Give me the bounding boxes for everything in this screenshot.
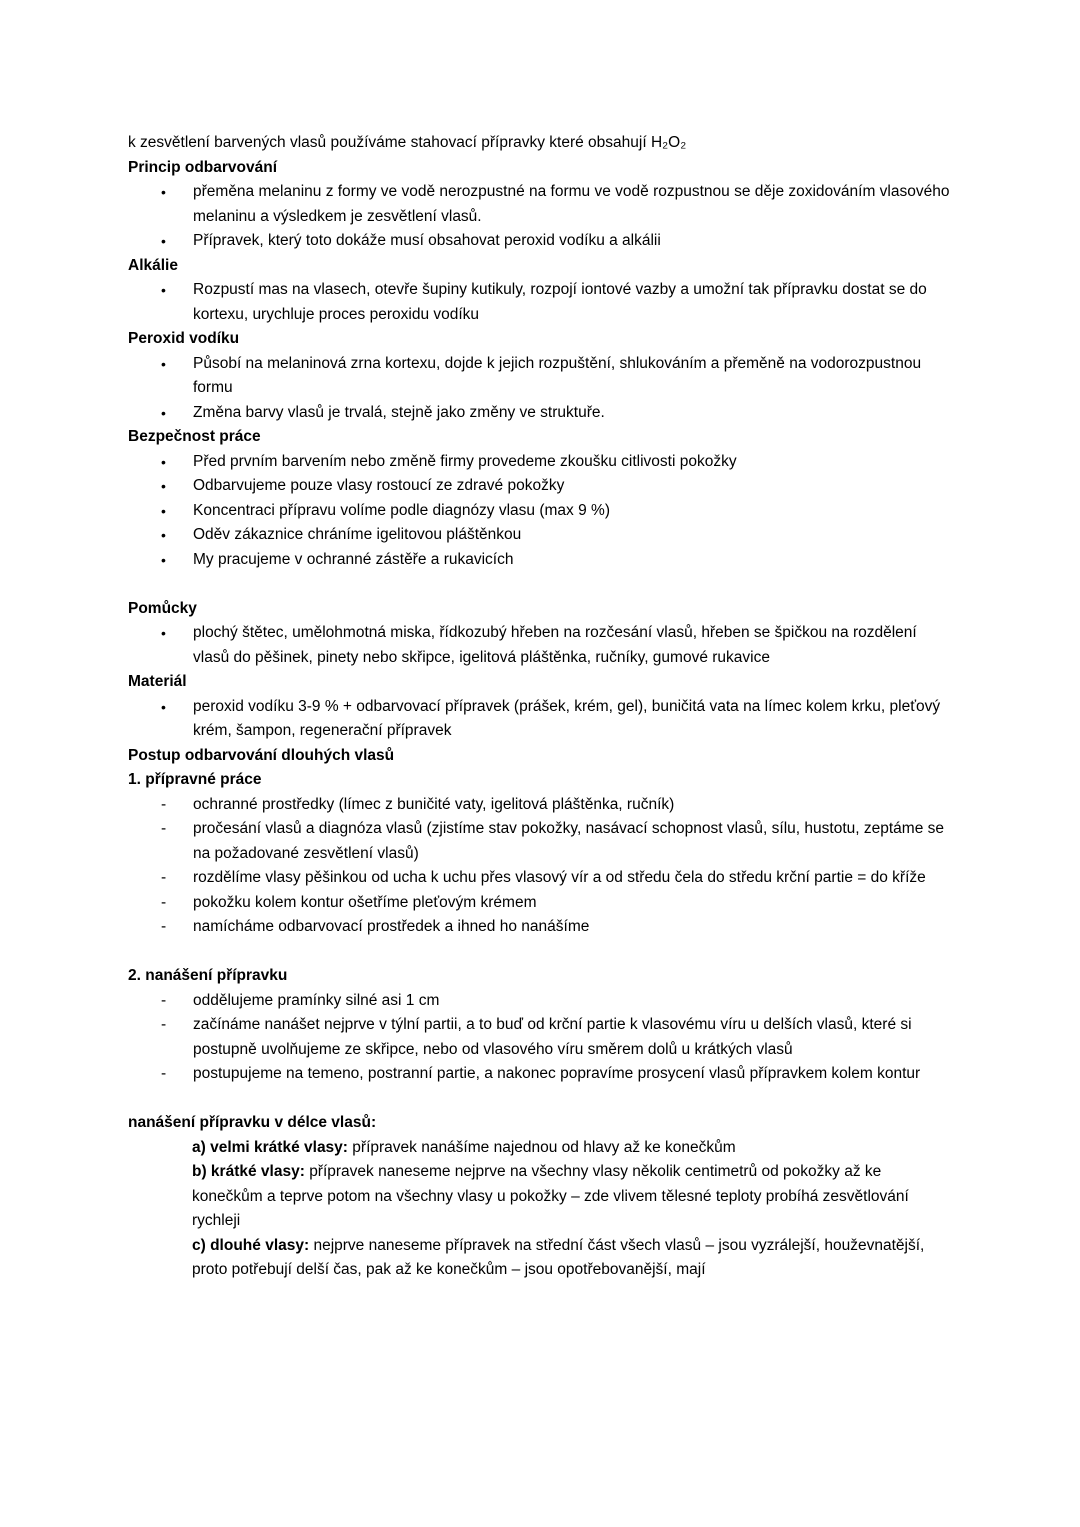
section-heading: 1. přípravné práce (128, 771, 262, 788)
bullet-item (128, 401, 954, 426)
section-heading: Materiál (128, 673, 187, 690)
paragraph: k zesvětlení barvených vlasů používáme stahovací přípravky které obsahují H₂O₂ (128, 134, 687, 151)
dash-marker: - (161, 918, 167, 935)
list-item-text: Rozpustí mas na vlasech, otevře šupiny kutikuly, rozpojí iontové vazby a umožní tak přípravku dostat se do kortexu, urychluje proces peroxidu vodíku (193, 281, 927, 323)
list-item-text: oddělujeme pramínky silné asi 1 cm (193, 991, 440, 1009)
list-item-text: Přípravek, který toto dokáže musí obsahovat peroxid vodíku a alkálii (193, 232, 661, 249)
bullet-marker: • (161, 233, 166, 249)
bullet-item (128, 548, 954, 573)
dash-item (128, 1062, 954, 1087)
list-item-text: My pracujeme v ochranné zástěře a rukavicích (193, 550, 514, 568)
bullet-marker: • (161, 527, 166, 543)
bullet-item (128, 499, 954, 524)
list-item-text: postupujeme na temeno, postranní partie, a nakonec popravíme prosycení vlasů přípravkem kolem kontur (193, 1065, 921, 1082)
section-heading: Alkálie (128, 256, 178, 274)
lettered-item-label: a) velmi krátké vlasy: (192, 1138, 348, 1156)
section-heading: Peroxid vodíku (128, 330, 240, 347)
bullet-marker: • (161, 355, 166, 372)
lettered-item-text: přípravek naneseme nejprve na všechny vlasy několik centimetrů od pokožky až ke konečkům a teprve potom na všechny vlasy u pokožky – zde vlivem tělesné teploty probíhá zesvětlování rychleji (192, 1163, 909, 1229)
bullet-item (128, 621, 954, 670)
lettered-item-label: b) krátké vlasy: (192, 1163, 305, 1180)
bullet-marker: • (161, 282, 166, 298)
list-item-text: pokožku kolem kontur ošetříme pleťovým krémem (193, 893, 537, 911)
lettered-item-text: nejprve naneseme přípravek na střední část všech vlasů – jsou vyzrálejší, houževnatější, proto potřebují delší čas, pak až ke konečkům – jsou opotřebovanější, mají (192, 1236, 925, 1278)
section-heading: nanášení přípravku v délce vlasů: (128, 1114, 377, 1131)
list-item-text: peroxid vodíku 3-9 % + odbarvovací přípravek (prášek, krém, gel), buničitá vata na límec kolem krku, pleťový krém, šampon, regenerační přípravek (193, 697, 941, 739)
dash-marker: - (161, 869, 167, 886)
dash-marker: - (161, 1065, 167, 1082)
list-item-text: Před prvním barvením nebo změně firmy provedeme zkoušku citlivosti pokožky (193, 452, 737, 470)
dash-marker: - (161, 820, 167, 837)
bullet-item (128, 523, 954, 548)
dash-marker: - (161, 795, 167, 813)
bullet-marker: • (161, 453, 166, 470)
list-item-text: přeměna melaninu z formy ve vodě nerozpustné na formu ve vodě rozpustnou se děje zoxidováním vlasového melaninu a výsledkem je zesvětlení vlasů. (193, 183, 950, 225)
list-item-text: ochranné prostředky (límec z buničité vaty, igelitová pláštěnka, ručník) (193, 795, 675, 813)
blank-line (128, 940, 954, 965)
list-item-text: Koncentraci přípravu volíme podle diagnózy vlasu (max 9 %) (193, 501, 610, 519)
bullet-item (128, 450, 954, 475)
list-item-text: Oděv zákaznice chráníme igelitovou pláštěnkou (193, 526, 522, 543)
list-item-text: Změna barvy vlasů je trvalá, stejně jako změny ve struktuře. (193, 403, 605, 421)
section-heading: Bezpečnost práce (128, 428, 261, 445)
list-item-text: namícháme odbarvovací prostředek a ihned ho nanášíme (193, 918, 590, 935)
lettered-item-text: přípravek nanášíme najednou od hlavy až ke konečkům (352, 1138, 736, 1156)
bullet-item (128, 180, 954, 229)
blank-line (128, 572, 954, 597)
section-heading: Postup odbarvování dlouhých vlasů (128, 746, 395, 764)
bullet-item (128, 229, 954, 254)
dash-item (128, 891, 954, 916)
bullet-marker: • (161, 625, 166, 641)
list-item-text: pročesání vlasů a diagnóza vlasů (zjistíme stav pokožky, nasávací schopnost vlasů, sílu, hustotu, zeptáme se na požadované zesvětlení vlasů) (193, 820, 944, 862)
list-item-text: plochý štětec, umělohmotná miska, řídkozubý hřeben na rozčesání vlasů, hřeben se špičkou na rozdělení vlasů do pěšinek, pinety nebo skřipce, igelitová pláštěnka, ručníky, gumové rukavice (193, 624, 917, 666)
bullet-item (128, 278, 954, 327)
lettered-item (128, 1136, 954, 1161)
dash-item (128, 1013, 954, 1062)
bullet-item (128, 474, 954, 499)
bullet-marker: • (161, 698, 166, 715)
dash-marker: - (161, 1016, 167, 1033)
bullet-item (128, 695, 954, 744)
bullet-marker: • (161, 502, 166, 519)
bullet-marker: • (161, 478, 166, 494)
list-item-text: Působí na melaninová zrna kortexu, dojde k jejich rozpuštění, shlukováním a přeměně na vodorozpustnou formu (193, 354, 922, 396)
list-item-text: Odbarvujeme pouze vlasy rostoucí ze zdravé pokožky (193, 477, 565, 494)
bullet-item (128, 352, 954, 401)
dash-item (128, 915, 954, 940)
dash-item (128, 793, 954, 818)
list-item-text: rozdělíme vlasy pěšinkou od ucha k uchu přes vlasový vír a od středu čela do středu krční partie = do kříže (193, 869, 926, 886)
section-heading: Pomůcky (128, 599, 197, 617)
dash-item (128, 866, 954, 891)
dash-marker: - (161, 991, 167, 1009)
bullet-marker: • (161, 184, 166, 200)
blank-line (128, 1087, 954, 1112)
list-item-text: začínáme nanášet nejprve v týlní partii, a to buď od krční partie k vlasovému víru u delších vlasů, které si postupně uvolňujeme ze skřipce, nebo od vlasového víru směrem dolů u krátkých vlasů (193, 1016, 912, 1058)
dash-marker: - (161, 893, 167, 911)
dash-item (128, 817, 954, 866)
lettered-item (128, 1160, 954, 1234)
lettered-item-label: c) dlouhé vlasy: (192, 1236, 310, 1254)
lettered-item (128, 1234, 954, 1283)
dash-item (128, 989, 954, 1014)
bullet-marker: • (161, 551, 166, 568)
section-heading: 2. nanášení přípravku (128, 967, 288, 984)
bullet-marker: • (161, 404, 166, 421)
section-heading: Princip odbarvování (128, 158, 278, 176)
